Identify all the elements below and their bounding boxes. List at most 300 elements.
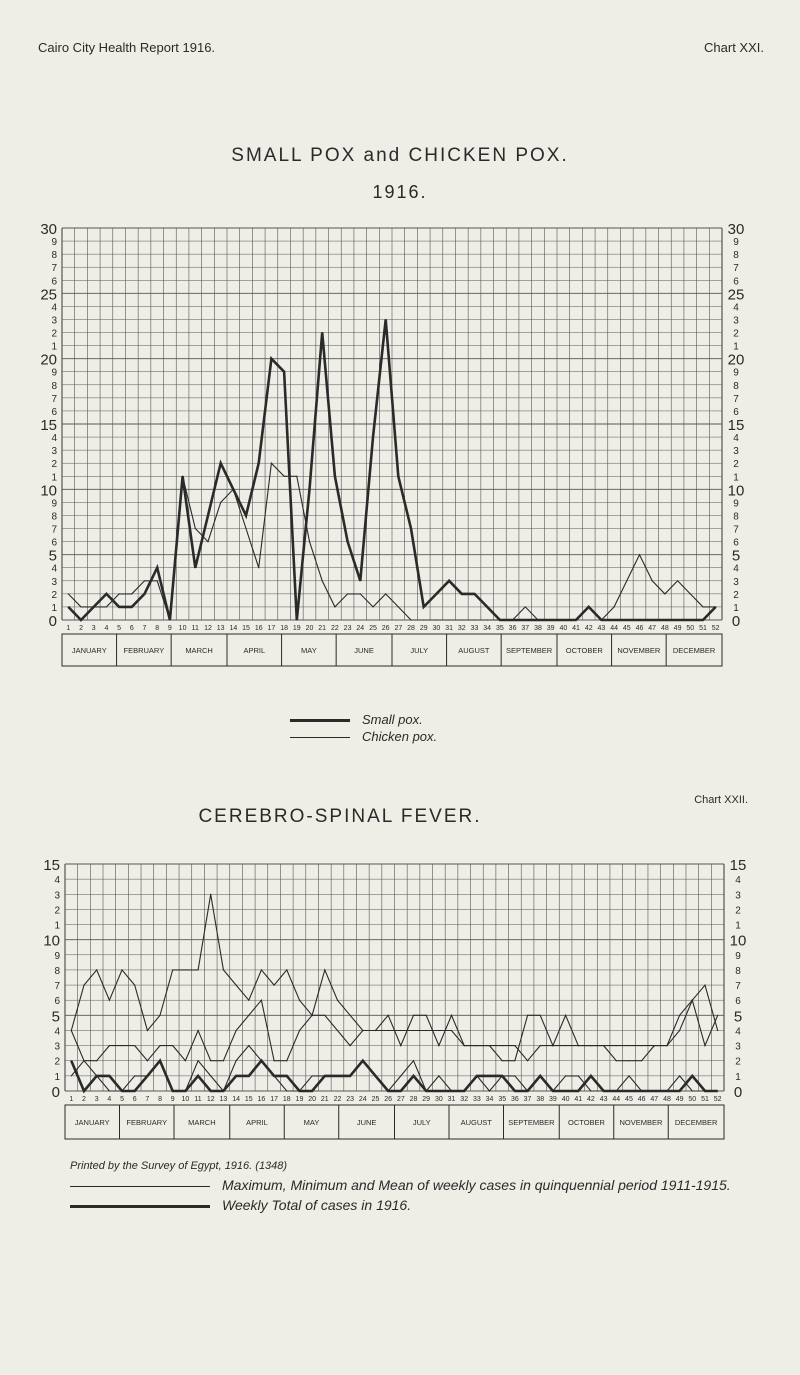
chart2-ytick-left: 4 (54, 1026, 60, 1038)
chart1-ytick-left: 4 (51, 563, 57, 575)
chart2-point-s3 (299, 1090, 300, 1091)
chart2-point-s2 (438, 1075, 439, 1076)
chart1-point-s1 (601, 619, 602, 620)
chart2-week-label: 43 (599, 1096, 608, 1103)
chart2-month-label: APRIL (246, 1118, 268, 1127)
chart1-month-label: JULY (410, 646, 429, 655)
chart2-point-s3 (121, 1090, 122, 1091)
chart1-point-s1 (461, 619, 462, 620)
chart2-point-s2 (71, 1075, 72, 1076)
chart1-week-label: 42 (584, 625, 593, 632)
chart1-point-s1 (106, 606, 107, 607)
legend-swatch-thin2 (70, 1186, 210, 1187)
chart2-point-s1 (388, 1015, 389, 1016)
chart2-week-label: 52 (713, 1096, 722, 1103)
chart2-ytick-left: 3 (54, 1041, 60, 1053)
chart2-point-s3 (235, 1075, 236, 1076)
chart1-point-s0 (195, 567, 196, 568)
chart1-point-s1 (372, 606, 373, 607)
chart1-point-s0 (398, 476, 399, 477)
chart2-week-label: 10 (181, 1096, 190, 1103)
chart1-point-s0 (258, 463, 259, 464)
chart1-point-s1 (93, 606, 94, 607)
chart2-point-s3 (96, 1075, 97, 1076)
chart2-point-s1 (400, 1045, 401, 1046)
chart1-point-s1 (131, 593, 132, 594)
chart2-point-s2 (286, 1090, 287, 1091)
legend-chicken-pox (290, 729, 437, 744)
chart2-point-s3 (438, 1090, 439, 1091)
chart1-ytick-left: 1 (51, 472, 57, 484)
chart2-point-s3 (248, 1075, 249, 1076)
chart1-week-label: 33 (470, 625, 479, 632)
chart1-ytick-left: 3 (51, 446, 57, 458)
chart1-point-s1 (245, 528, 246, 529)
chart2-point-s0 (641, 1045, 642, 1046)
chart2-month-label: MAY (303, 1118, 320, 1127)
chart2-point-s2 (514, 1075, 515, 1076)
chart2-point-s3 (464, 1090, 465, 1091)
chart1-point-s0 (677, 619, 678, 620)
chart2-week-label: 22 (333, 1096, 342, 1103)
chart2-point-s1 (628, 1060, 629, 1061)
chart1-point-s1 (715, 606, 716, 607)
chart2-point-s1 (147, 1060, 148, 1061)
chart2-point-s1 (616, 1060, 617, 1061)
chart2-week-label: 15 (244, 1096, 253, 1103)
chart2-point-s3 (590, 1075, 591, 1076)
chart2-ytick-left: 5 (51, 1008, 60, 1026)
chart2-week-label: 48 (663, 1096, 671, 1103)
chart2-week-label: 38 (536, 1096, 545, 1103)
chart2-point-s0 (261, 969, 262, 970)
chart2-point-s2 (134, 1075, 135, 1076)
chart2-ytick-right: 10 (729, 932, 747, 950)
chart2-week-label: 40 (561, 1096, 570, 1103)
chart2-month-label: JANUARY (74, 1118, 110, 1127)
chart1-point-s1 (614, 606, 615, 607)
chart2-point-s1 (223, 1060, 224, 1061)
chart2-ytick-right: 4 (735, 875, 741, 887)
chart1-week-label: 40 (559, 625, 568, 632)
chart1-ytick-left: 9 (51, 367, 57, 379)
chart1-point-s0 (702, 619, 703, 620)
chart1-week-label: 22 (330, 625, 339, 632)
chart1-week-label: 20 (305, 625, 314, 632)
chart2-point-s3 (324, 1075, 325, 1076)
chart2-ytick-left: 2 (54, 905, 60, 917)
printer-note: Printed by the Survey of Egypt, 1916. (1348) (70, 1160, 288, 1172)
chart1-week-label: 17 (267, 625, 276, 632)
chart2-point-s2 (109, 1090, 110, 1091)
chart1-week-label: 3 (91, 625, 96, 632)
chart1-ytick-right: 5 (731, 547, 741, 565)
chart2-ytick-right: 4 (735, 1026, 741, 1038)
chart2-week-label: 14 (232, 1096, 240, 1103)
chart2-point-s1 (299, 1030, 300, 1031)
chart1-point-s0 (80, 619, 81, 620)
chart1-ytick-left: 8 (51, 380, 57, 392)
chart2-point-s1 (375, 1030, 376, 1031)
chart2-title: CEREBRO-SPINAL FEVER. (198, 806, 482, 827)
chart2-week-label: 23 (346, 1096, 355, 1103)
chart1-point-s1 (309, 541, 310, 542)
chart2-point-s2 (692, 1090, 693, 1091)
chart2-point-s3 (274, 1075, 275, 1076)
chart1-week-label: 15 (242, 625, 250, 632)
chart2-point-s3 (578, 1090, 579, 1091)
chart2-point-s3 (476, 1075, 477, 1076)
chart1-ytick-right: 8 (733, 511, 739, 523)
report-header: Cairo City Health Report 1916. (38, 40, 216, 55)
chart2-point-s0 (527, 1060, 528, 1061)
chart1-point-s0 (652, 619, 653, 620)
chart1-point-s0 (664, 619, 665, 620)
chart1-ytick-right: 7 (733, 263, 739, 275)
chart2-week-label: 47 (650, 1096, 659, 1103)
chart2-point-s3 (109, 1075, 110, 1076)
chart2-ytick-right: 6 (735, 996, 741, 1008)
chart1-week-label: 44 (610, 625, 619, 632)
chart1-point-s1 (119, 593, 120, 594)
chart2-point-s1 (666, 1045, 667, 1046)
chart2-point-s0 (514, 1045, 515, 1046)
chart2-point-s3 (147, 1075, 148, 1076)
chart1-week-label: 8 (155, 625, 160, 632)
chart2-point-s0 (147, 1030, 148, 1031)
chart2-week-label: 44 (612, 1096, 621, 1103)
chart2-week-label: 11 (194, 1096, 202, 1103)
chart1-ytick-left: 15 (40, 417, 57, 434)
chart1-ytick-left: 1 (51, 602, 57, 614)
chart2-point-s1 (71, 1030, 72, 1031)
chart2-point-s3 (489, 1075, 490, 1076)
chart2-point-s0 (400, 1030, 401, 1031)
chart1-month-label: FEBRUARY (123, 646, 165, 655)
chart2-ytick-right: 7 (735, 981, 741, 993)
chart1-ytick-right: 4 (733, 433, 739, 445)
chart2-point-s0 (185, 969, 186, 970)
chart2-point-s3 (527, 1090, 528, 1091)
legend-label-chicken-pox: Chicken pox. (362, 729, 438, 744)
chart2-ytick-right: 3 (735, 1041, 741, 1053)
chart1-week-label: 52 (711, 625, 720, 632)
chart1-week-label: 43 (597, 625, 606, 632)
chart2-week-label: 45 (625, 1096, 633, 1103)
chart2-ytick-right: 15 (729, 857, 747, 874)
chart1-point-s1 (220, 502, 221, 503)
chart1-month-label: OCTOBER (565, 646, 603, 655)
chart2-point-s3 (666, 1090, 667, 1091)
chart2-point-s2 (312, 1075, 313, 1076)
chart1-week-label: 16 (254, 625, 263, 632)
chart2-point-s0 (210, 894, 211, 895)
chart2-week-label: 2 (82, 1096, 86, 1103)
chart2-point-s0 (337, 1000, 338, 1001)
chart2-week-label: 8 (158, 1096, 163, 1103)
legend-label-weekly-total: Weekly Total of cases in 1916. (222, 1197, 412, 1213)
chart2-ytick-right: 3 (735, 890, 741, 902)
chart1-point-s1 (499, 619, 500, 620)
chart1-ytick-right: 7 (733, 524, 739, 536)
chart2-point-s3 (692, 1075, 693, 1076)
chart1-point-s1 (512, 619, 513, 620)
chart2-week-label: 13 (219, 1096, 228, 1103)
chart1-point-s1 (233, 489, 234, 490)
chart1-point-s0 (334, 476, 335, 477)
chart1-week-label: 23 (343, 625, 352, 632)
chart2-point-s0 (274, 984, 275, 985)
chart1-point-s1 (360, 593, 361, 594)
chart1-point-s1 (525, 606, 526, 607)
chart2-ytick-left: 15 (43, 857, 60, 874)
chart2-point-s1 (641, 1060, 642, 1061)
chart2-point-s3 (451, 1090, 452, 1091)
chart1-point-s1 (690, 593, 691, 594)
chart1-ytick-right: 3 (733, 315, 739, 327)
chart1-point-s1 (550, 619, 551, 620)
chart2-point-s1 (261, 1000, 262, 1001)
chart2-week-label: 25 (371, 1096, 380, 1103)
chart1-point-s1 (652, 580, 653, 581)
chart1-week-label: 1 (66, 625, 71, 632)
chart1-week-label: 46 (635, 625, 644, 632)
chart2-ytick-left: 1 (54, 920, 60, 932)
chart2-week-label: 1 (69, 1096, 74, 1103)
chart1-ytick-left: 6 (51, 537, 57, 549)
chart1-month-label: APRIL (243, 646, 266, 655)
chart2-month-label: FEBRUARY (126, 1118, 168, 1127)
chart2-week-label: 20 (308, 1096, 317, 1103)
chart2-point-s3 (185, 1090, 186, 1091)
chart1-week-label: 18 (280, 625, 289, 632)
chart1-point-s0 (296, 619, 297, 620)
chart1-month-label: AUGUST (458, 646, 490, 655)
chart1-week-label: 19 (292, 625, 301, 632)
chart1-week-label: 11 (191, 625, 199, 632)
chart1-point-s0 (449, 580, 450, 581)
chart1-month-label: JANUARY (71, 646, 107, 655)
chart2-point-s0 (679, 1015, 680, 1016)
chart1-week-label: 24 (356, 625, 365, 632)
chart1-week-label: 47 (648, 625, 657, 632)
chart1-ytick-right: 25 (727, 286, 745, 304)
legend-swatch-thin (290, 737, 350, 738)
chart1-week-label: 2 (79, 625, 83, 632)
chart1-ytick-right: 6 (733, 406, 739, 418)
chart1-ytick-right: 0 (731, 613, 741, 630)
chart2-week-label: 51 (701, 1096, 709, 1103)
chart2-week-label: 5 (120, 1096, 124, 1103)
chart2-point-s1 (552, 1045, 553, 1046)
chart2-week-label: 28 (409, 1096, 418, 1103)
chart2-week-label: 19 (295, 1096, 304, 1103)
chart1-point-s1 (664, 593, 665, 594)
chart2-point-s0 (565, 1045, 566, 1046)
chart2-ytick-right: 9 (735, 950, 741, 962)
chart2-point-s1 (235, 1030, 236, 1031)
chart1-point-s1 (271, 463, 272, 464)
chart1-ytick-left: 30 (40, 221, 57, 238)
chart2-point-s0 (121, 969, 122, 970)
chart2-point-s1 (540, 1015, 541, 1016)
chart2-point-s0 (324, 969, 325, 970)
chart2-point-s3 (616, 1090, 617, 1091)
chart2-point-s0 (299, 1000, 300, 1001)
chart2-point-s1 (451, 1015, 452, 1016)
chart1-week-label: 28 (407, 625, 415, 632)
chart2-point-s0 (426, 1030, 427, 1031)
chart1-ytick-right: 30 (727, 221, 745, 238)
chart1-point-s1 (702, 606, 703, 607)
chart2-point-s3 (362, 1060, 363, 1061)
chart2-point-s0 (159, 1015, 160, 1016)
chart2-point-s1 (248, 1015, 249, 1016)
chart2-week-label: 33 (472, 1096, 481, 1103)
chart1-ytick-left: 7 (51, 263, 57, 275)
chart1-week-label: 35 (495, 625, 504, 632)
chart1-point-s1 (157, 580, 158, 581)
chart2-point-s0 (83, 984, 84, 985)
chart2-point-s3 (654, 1090, 655, 1091)
chart1-ytick-left: 8 (51, 250, 57, 262)
chart1-point-s0 (626, 619, 627, 620)
chart1-ytick-left: 20 (40, 351, 57, 369)
chart1-point-s1 (334, 606, 335, 607)
chart1-week-label: 21 (318, 625, 327, 632)
legend-weekly-total (70, 1197, 411, 1213)
chart2-point-s3 (400, 1090, 401, 1091)
chart1-week-label: 39 (546, 625, 555, 632)
chart1-ytick-left: 25 (40, 286, 57, 304)
chart1-point-s0 (68, 606, 69, 607)
chart1-point-s0 (106, 593, 107, 594)
chart1-ytick-right: 2 (733, 328, 739, 340)
chart2-ytick-left: 4 (54, 875, 60, 887)
chart1-week-label: 49 (673, 625, 682, 632)
chart1-ytick-right: 15 (727, 417, 745, 434)
chart1-point-s0 (474, 593, 475, 594)
legend-swatch-thick2 (70, 1205, 210, 1208)
chart2-point-s3 (426, 1090, 427, 1091)
legend-quinquennial (70, 1177, 731, 1193)
chart2-point-s0 (388, 1030, 389, 1031)
chart1-point-s1 (588, 606, 589, 607)
chart2-point-s3 (172, 1090, 173, 1091)
chart1-week-label: 26 (381, 625, 390, 632)
chart1-week-label: 48 (660, 625, 669, 632)
chart2-point-s3 (350, 1075, 351, 1076)
chart2-point-s0 (134, 984, 135, 985)
chart2-point-s1 (603, 1045, 604, 1046)
chart2-point-s1 (502, 1060, 503, 1061)
chart2-point-s2 (578, 1075, 579, 1076)
chart1-ytick-left: 7 (51, 524, 57, 536)
chart2-point-s3 (388, 1090, 389, 1091)
chart2-ytick-left: 7 (54, 981, 60, 993)
chart2-point-s0 (616, 1045, 617, 1046)
chart2-point-s1 (159, 1045, 160, 1046)
chart2-ytick-right: 2 (735, 905, 741, 917)
chart1-week-label: 36 (508, 625, 517, 632)
chart2-point-s3 (717, 1090, 718, 1091)
chart2-point-s1 (654, 1045, 655, 1046)
chart1-point-s1 (322, 580, 323, 581)
chart2-week-label: 17 (270, 1096, 279, 1103)
chart2-week-label: 24 (358, 1096, 367, 1103)
chart2-point-s1 (578, 1045, 579, 1046)
chart1-point-s0 (271, 358, 272, 359)
chart2-week-label: 36 (510, 1096, 519, 1103)
chart2-point-s2 (590, 1090, 591, 1091)
chart2-month-label: MARCH (188, 1118, 216, 1127)
chart1-point-s1 (80, 606, 81, 607)
chart1-month-label: DECEMBER (672, 646, 716, 655)
chart1-point-s1 (347, 593, 348, 594)
chart2-week-label: 49 (675, 1096, 684, 1103)
chart2-ytick-left: 9 (54, 950, 60, 962)
chart1-month-label: MARCH (185, 646, 213, 655)
chart2-ytick-right: 1 (735, 1071, 741, 1083)
chart1-point-s0 (423, 606, 424, 607)
chart1-point-s1 (575, 619, 576, 620)
chart1-week-label: 50 (686, 625, 695, 632)
chart1-ytick-right: 1 (733, 602, 739, 614)
chart1-ytick-right: 8 (733, 380, 739, 392)
chart1-month-label: MAY (301, 646, 317, 655)
chart2-point-s2 (210, 1075, 211, 1076)
chart1-week-label: 5 (117, 625, 122, 632)
chart2-point-s1 (413, 1015, 414, 1016)
chart1-week-label: 51 (699, 625, 707, 632)
chart2-point-s1 (362, 1030, 363, 1031)
chart1-month-label: NOVEMBER (617, 646, 661, 655)
chart2-point-s1 (197, 1030, 198, 1031)
chart2-point-s3 (628, 1090, 629, 1091)
chart2-week-label: 50 (688, 1096, 697, 1103)
chart1-point-s0 (119, 606, 120, 607)
chart2-ytick-left: 1 (54, 1071, 60, 1083)
chart1-week-label: 7 (142, 625, 147, 632)
chart2-week-label: 34 (485, 1096, 494, 1103)
chart1-ytick-left: 3 (51, 315, 57, 327)
chart2-point-s1 (121, 1045, 122, 1046)
chart1-point-s1 (385, 593, 386, 594)
chart1-ytick-right: 3 (733, 446, 739, 458)
chart1-week-label: 10 (178, 625, 187, 632)
chart1-ytick-left: 7 (51, 393, 57, 405)
chart1-point-s1 (563, 619, 564, 620)
chart2-point-s2 (413, 1060, 414, 1061)
chart1-point-s1 (639, 554, 640, 555)
chart2-week-label: 6 (132, 1096, 137, 1103)
chart1-point-s1 (207, 541, 208, 542)
chart1-point-s1 (144, 580, 145, 581)
chart2-week-label: 46 (637, 1096, 646, 1103)
chart2-ytick-right: 1 (735, 920, 741, 932)
chart1-ytick-right: 9 (733, 237, 739, 249)
chart1-point-s0 (639, 619, 640, 620)
chart2-point-s3 (704, 1090, 705, 1091)
chart1-point-s0 (410, 528, 411, 529)
chart1-month-label: JUNE (354, 646, 374, 655)
chart1-week-label: 32 (457, 625, 466, 632)
chart2-point-s2 (565, 1075, 566, 1076)
chart1-point-s1 (677, 580, 678, 581)
chart2-month-label: AUGUST (460, 1118, 492, 1127)
chart1-point-s1 (182, 476, 183, 477)
chart1-year: 1916. (372, 182, 428, 202)
